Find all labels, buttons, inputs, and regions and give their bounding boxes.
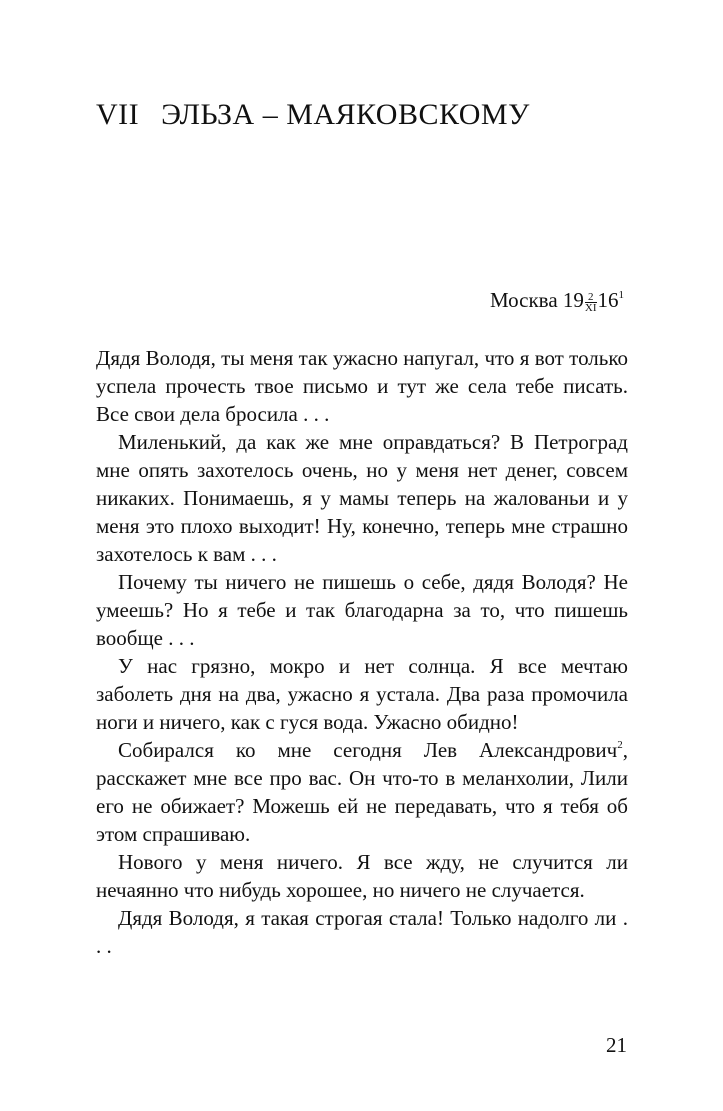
- paragraph-5-end: , расскажет мне все про вас. Он что-то в меланхолии, Лили его не обижает? Можешь ей не передавать, что я тебя об этом спрашиваю.: [96, 738, 628, 846]
- paragraph-2: Миленький, да как же мне оправдаться? В Петроград мне опять захотелось очень, но у меня нет денег, совсем никаких. Понимаешь, я у мамы теперь на жалованьи и у меня это плохо выходит! Ну, конечно, теперь мне страшно захотелось к вам . . .: [96, 430, 628, 566]
- letter-body: [96, 344, 628, 960]
- dateline-year: 16: [597, 288, 619, 312]
- paragraph-6: Нового у меня ничего. Я все жду, не случится ли нечаянно что нибудь хорошее, но ничего не случается.: [96, 850, 628, 902]
- dateline-place: Москва: [489, 288, 558, 312]
- dateline-footnote-marker: 1: [618, 289, 624, 301]
- paragraph-5: [96, 736, 628, 848]
- chapter-number: VII: [96, 98, 140, 131]
- footnote-marker-2: 2: [617, 739, 623, 751]
- paragraph-4: У нас грязно, мокро и нет солнца. Я все мечтаю заболеть дня на два, ужасно я устала. Два раза промочила ноги и ничего, как с гуся вода. Ужасно обидно!: [96, 654, 628, 734]
- chapter-heading: [96, 98, 530, 132]
- paragraph-1: Дядя Володя, ты меня так ужасно напугал, что я вот только успела прочесть твое письмо и тут же села тебе писать. Все свои дела бросила . . .: [96, 346, 628, 426]
- letter-dateline: [490, 288, 624, 313]
- chapter-title: ЭЛЬЗА – МАЯКОВСКОМУ: [161, 98, 530, 131]
- dateline-day: 19: [562, 288, 584, 312]
- dateline-month-bottom: XI: [584, 302, 597, 314]
- dateline-month-fraction: [585, 292, 597, 313]
- paragraph-7: Дядя Володя, я такая строгая стала! Только надолго ли . . .: [96, 906, 628, 958]
- paragraph-5-start: Собирался ко мне сегодня Лев Александрович: [118, 738, 618, 762]
- page-number: 21: [606, 1033, 627, 1057]
- paragraph-3: Почему ты ничего не пишешь о себе, дядя Володя? Не умеешь? Но я тебе и так благодарна за то, что пишешь вообще . . .: [96, 570, 628, 650]
- dateline-month-top: 2: [585, 292, 597, 303]
